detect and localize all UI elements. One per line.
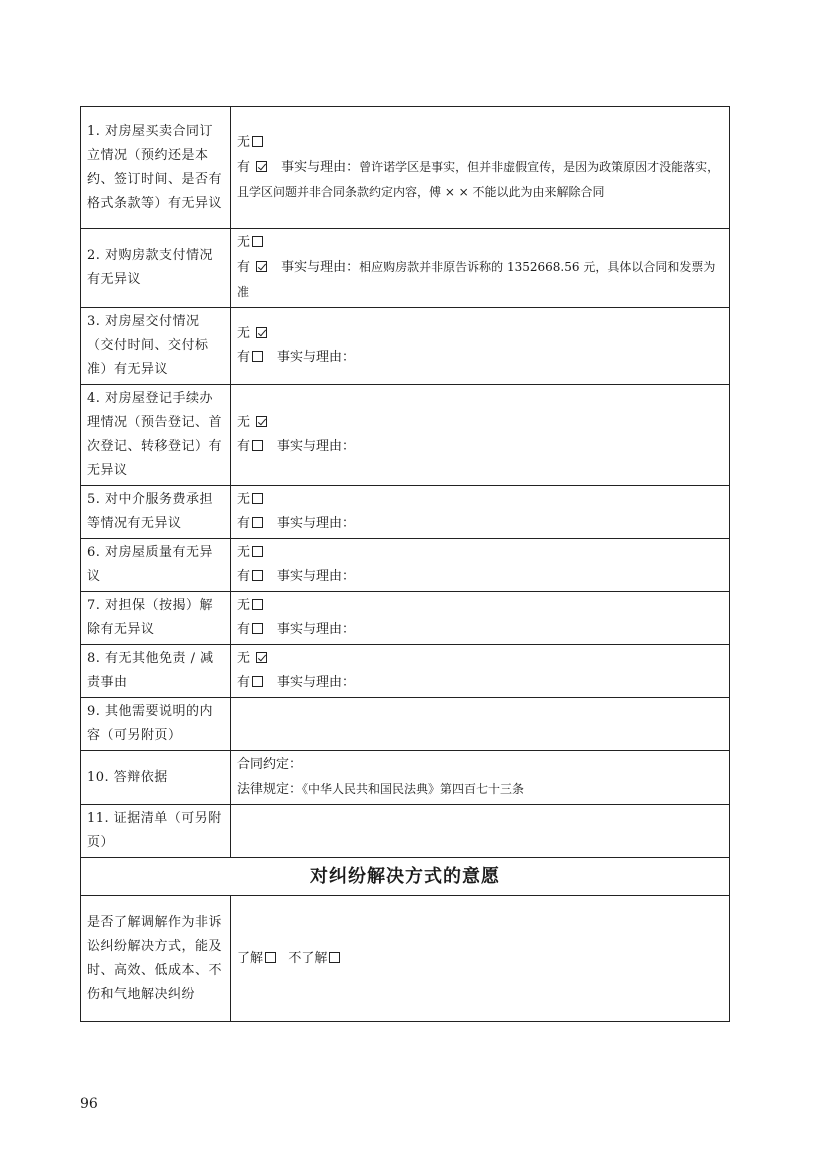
option-has-label: 有 [237,622,251,637]
option-none-row [237,131,723,155]
option-has-label: 有 [237,159,251,175]
option-has-row [237,155,723,205]
section-row [81,858,730,896]
row-10-content [231,751,730,805]
option-none-row [237,411,723,435]
table-row [81,645,730,698]
table-row [81,385,730,486]
row-5-none-checkbox[interactable] [252,493,263,504]
option-none-label: 无 [237,492,251,507]
row-3-label: 3. 对房屋交付情况（交付时间、交付标准）有无异议 [81,308,231,385]
option-has-row [237,255,723,305]
reason-label[interactable]: 事实与理由： [277,350,356,365]
row-3-has-checkbox[interactable] [252,351,263,362]
option-has-label: 有 [237,260,251,275]
option-has-label: 有 [237,675,251,690]
row-3-content [231,308,730,385]
option-none-label: 无 [237,326,251,341]
row-9-label: 9. 其他需要说明的内容（可另附页） [81,698,231,751]
option-none-label: 无 [237,235,251,250]
option-has-label: 有 [237,439,251,454]
table-row [81,229,730,308]
row-4-none-checkbox[interactable] [256,416,267,427]
law-basis[interactable] [237,777,723,802]
row-3-none-checkbox[interactable] [256,327,267,338]
table-row [81,896,730,1022]
row-6-content [231,539,730,592]
reason-label: 事实与理由： [281,159,360,175]
page-number: 96 [80,1096,98,1112]
row-6-none-checkbox[interactable] [252,546,263,557]
table-row [81,751,730,805]
row-8-content [231,645,730,698]
contract-label: 合同约定： [237,757,303,772]
reason-label[interactable]: 事实与理由： [277,439,356,454]
row-4-has-checkbox[interactable] [252,440,263,451]
row-5-label: 5. 对中介服务费承担等情况有无异议 [81,486,231,539]
table-row [81,486,730,539]
row-11-label: 11. 证据清单（可另附页） [81,805,231,858]
understand-checkbox[interactable] [265,952,276,963]
option-has-row [237,512,723,536]
table-row [81,539,730,592]
row-1-reason-text[interactable]: 曾许诺学区是事实，但并非虚假宣传，是因为政策原因才没能落实，且学区问题并非合同条款约定内容，傅 × × 不能以此为由来解除合同 [237,159,720,199]
row-7-has-checkbox[interactable] [252,623,263,634]
understand-label: 了解 [237,950,264,966]
row-8-label: 8. 有无其他免责 / 减责事由 [81,645,231,698]
option-none-row [237,594,723,618]
row-2-reason-text[interactable]: 相应购房款并非原告诉称的 1352668.56 元，具体以合同和发票为准 [237,260,716,299]
option-none-row [237,488,723,512]
reason-label[interactable]: 事实与理由： [277,516,356,531]
row-4-label: 4. 对房屋登记手续办理情况（预告登记、首次登记、转移登记）有无异议 [81,385,231,486]
option-has-label: 有 [237,350,251,365]
row-2-none-checkbox[interactable] [252,236,263,247]
row-4-content [231,385,730,486]
option-has-label: 有 [237,569,251,584]
option-none-label: 无 [237,545,251,560]
law-value: 《中华人民共和国民法典》第四百七十三条 [302,782,525,796]
row-7-content [231,592,730,645]
row-1-label: 1. 对房屋买卖合同订立情况（预约还是本约、签订时间、是否有格式条款等）有无异议 [81,107,231,229]
row-8-has-checkbox[interactable] [252,676,263,687]
not-understand-checkbox[interactable] [329,952,340,963]
response-form-table [80,106,730,1022]
contract-basis[interactable] [237,753,723,777]
row-7-label: 7. 对担保（按揭）解除有无异议 [81,592,231,645]
option-none-row [237,647,723,671]
row-10-label: 10. 答辩依据 [81,751,231,805]
row-7-none-checkbox[interactable] [252,599,263,610]
row-9-content-field[interactable] [231,698,730,751]
row-5-content [231,486,730,539]
option-none-row [237,541,723,565]
law-label: 法律规定： [237,782,303,797]
mediation-label: 是否了解调解作为非诉讼纠纷解决方式，能及时、高效、低成本、不伤和气地解决纠纷 [81,896,231,1022]
row-1-none-checkbox[interactable] [252,136,263,147]
row-2-label: 2. 对购房款支付情况有无异议 [81,229,231,308]
table-row [81,698,730,751]
row-6-label: 6. 对房屋质量有无异议 [81,539,231,592]
table-row [81,805,730,858]
row-2-has-checkbox[interactable] [256,261,267,272]
option-has-row [237,671,723,695]
option-none-label: 无 [237,134,251,150]
table-row [81,308,730,385]
option-none-label: 无 [237,598,251,613]
row-1-content [231,107,730,229]
row-11-content-field[interactable] [231,805,730,858]
row-2-content [231,229,730,308]
row-1-has-checkbox[interactable] [256,161,267,172]
section-title: 对纠纷解决方式的意愿 [81,858,730,896]
row-8-none-checkbox[interactable] [256,652,267,663]
option-has-row [237,346,723,370]
reason-label[interactable]: 事实与理由： [277,622,356,637]
not-understand-label: 不了解 [288,950,328,966]
option-has-row [237,618,723,642]
option-none-row [237,231,723,255]
option-has-row [237,565,723,589]
option-none-label: 无 [237,651,251,666]
mediation-content [231,896,730,1022]
reason-label[interactable]: 事实与理由： [277,569,356,584]
reason-label: 事实与理由： [281,260,360,275]
table-row [81,107,730,229]
table-row [81,592,730,645]
option-has-row [237,435,723,459]
option-none-label: 无 [237,415,251,430]
row-5-has-checkbox[interactable] [252,517,263,528]
reason-label[interactable]: 事实与理由： [277,675,356,690]
option-none-row [237,322,723,346]
option-has-label: 有 [237,516,251,531]
row-6-has-checkbox[interactable] [252,570,263,581]
